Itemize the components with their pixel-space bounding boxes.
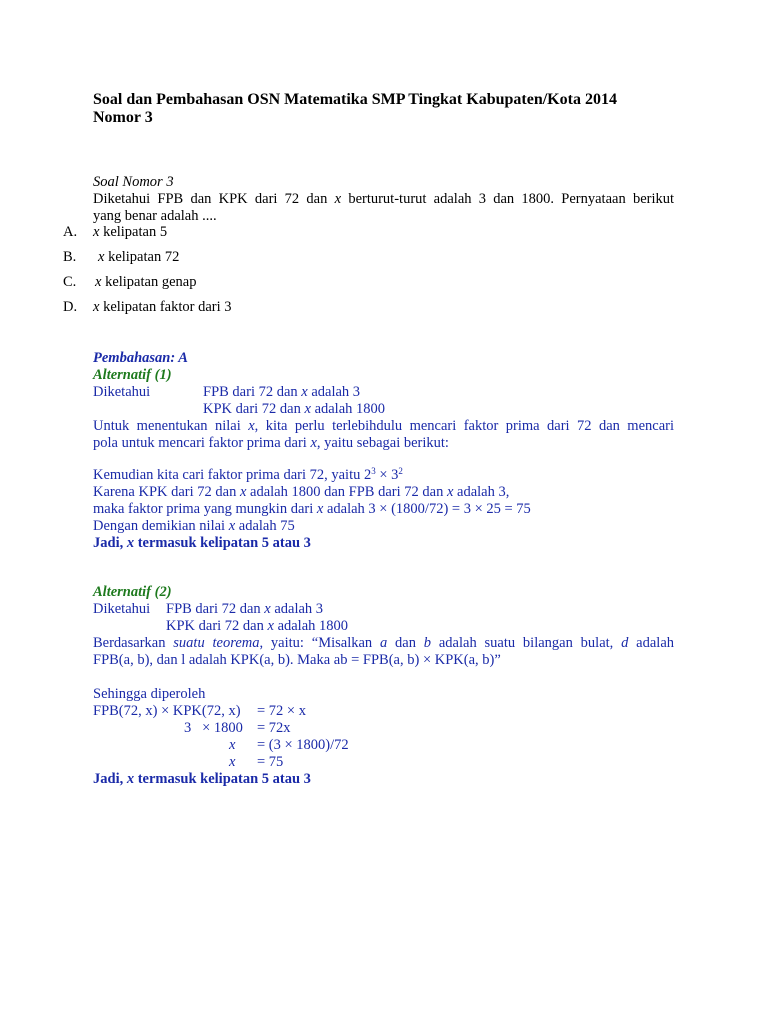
alt2-diketahui-label: Diketahui	[93, 601, 151, 617]
option-c: C. x kelipatan genap	[63, 274, 197, 290]
option-text: kelipatan 72	[108, 249, 180, 265]
option-b: B. x kelipatan 72	[63, 249, 180, 265]
alt1-maka-line: maka faktor prima yang mungkin dari x adalah 3 × (1800/72) = 3 × 25 = 75	[93, 501, 531, 517]
option-d: D. x kelipatan faktor dari 3	[63, 299, 232, 315]
alt2-eq1-rhs: = 72 × x	[257, 703, 306, 719]
option-a: A. x kelipatan 5	[63, 224, 168, 240]
question-heading: Soal Nomor 3	[93, 174, 174, 190]
alt2-given-fpb: FPB dari 72 dan x adalah 3	[166, 601, 324, 617]
option-text: kelipatan 5	[103, 224, 168, 240]
alt2-sehingga: Sehingga diperoleh	[93, 686, 206, 702]
alt1-given-fpb: FPB dari 72 dan x adalah 3	[203, 384, 361, 400]
alt2-heading: Alternatif (2)	[93, 584, 172, 600]
alt1-prime-factor-line: Kemudian kita cari faktor prima dari 72, yaitu $2^3 \times 3^2$	[93, 466, 403, 483]
alt1-dengan-line: Dengan demikian nilai x adalah 75	[93, 518, 295, 534]
option-letter: B.	[63, 249, 77, 265]
alt1-para-line1: Untuk menentukan nilai x, kita perlu terlebihdulu mencari faktor prima dari 72 dan mencari	[93, 418, 675, 434]
question-text-line2: yang benar adalah ....	[93, 208, 217, 224]
option-letter: A.	[63, 224, 78, 240]
discussion-heading: Pembahasan: A	[93, 350, 188, 366]
option-text: kelipatan genap	[105, 274, 197, 290]
alt1-para-line2: pola untuk mencari faktor prima dari x, yaitu sebagai berikut:	[93, 435, 449, 451]
alt2-eq4-lhs: x	[229, 754, 236, 770]
alt1-diketahui-label: Diketahui	[93, 384, 151, 400]
alt2-eq3-rhs: = (3 × 1800)/72	[257, 737, 349, 753]
alt1-conclusion: Jadi, x termasuk kelipatan 5 atau 3	[93, 535, 311, 551]
alt2-eq2-rhs: = 72x	[257, 720, 291, 736]
alt1-heading: Alternatif (1)	[93, 367, 172, 383]
alt2-eq1-lhs: FPB(72, x) × KPK(72, x)	[93, 703, 241, 719]
alt2-eq4-rhs: = 75	[257, 754, 284, 770]
alt2-eq3-lhs: x	[229, 737, 236, 753]
alt2-eq2-lhs: 3 × 1800	[184, 720, 243, 736]
alt2-theorem-line1: Berdasarkan suatu teorema, yaitu: “Misalkan a dan b adalah suatu bilangan bulat, d adalah	[93, 635, 675, 651]
option-letter: C.	[63, 274, 77, 290]
document-title-line1: Soal dan Pembahasan OSN Matematika SMP Tingkat Kabupaten/Kota 2014	[93, 91, 617, 108]
alt1-karena-line: Karena KPK dari 72 dan x adalah 1800 dan FPB dari 72 dan x adalah 3,	[93, 484, 510, 500]
alt1-given-kpk: KPK dari 72 dan x adalah 1800	[203, 401, 386, 417]
alt2-theorem-line2: FPB(a, b), dan l adalah KPK(a, b). Maka ab = FPB(a, b) × KPK(a, b)”	[93, 652, 501, 668]
option-letter: D.	[63, 299, 78, 315]
question-text-line1: Diketahui FPB dan KPK dari 72 dan x berturut-turut adalah 3 dan 1800. Pernyataan berikut	[93, 191, 675, 207]
option-text: kelipatan faktor dari 3	[103, 299, 232, 315]
document-title-line2: Nomor 3	[93, 109, 153, 126]
alt2-given-kpk: KPK dari 72 dan x adalah 1800	[166, 618, 349, 634]
alt2-conclusion: Jadi, x termasuk kelipatan 5 atau 3	[93, 771, 311, 787]
